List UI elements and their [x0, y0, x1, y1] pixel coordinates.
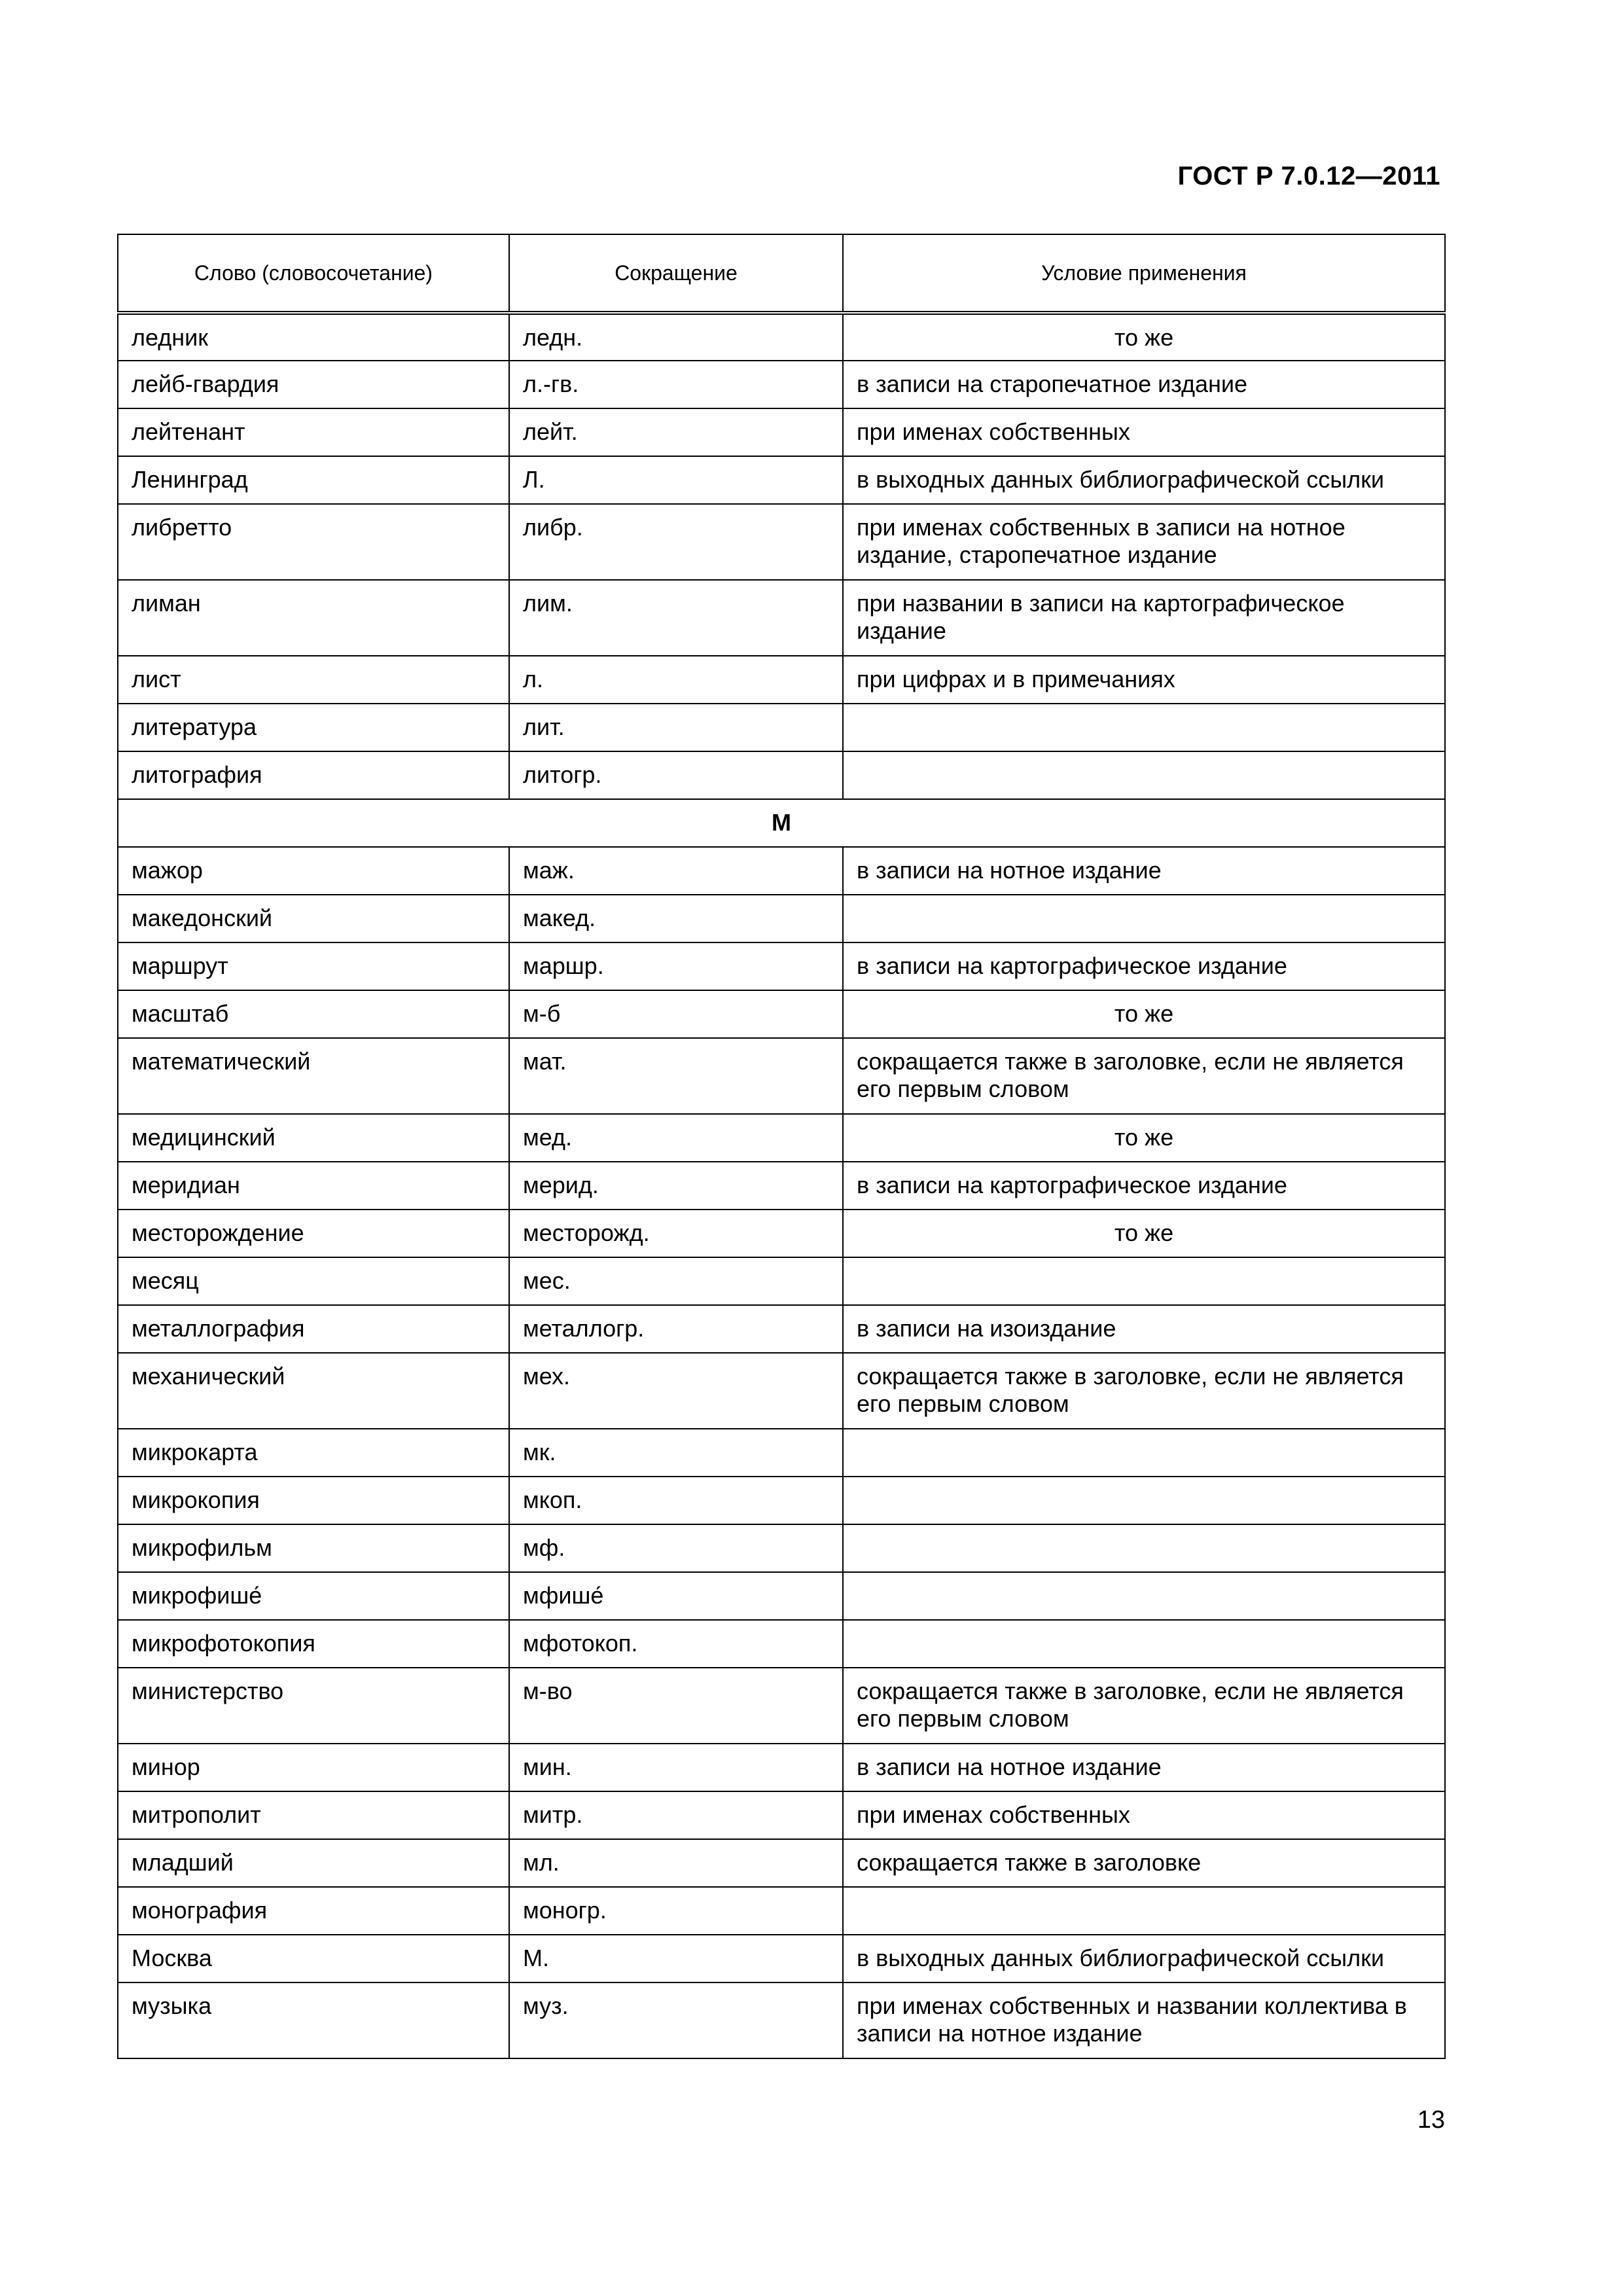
- table-row: [118, 1668, 1445, 1744]
- table-row: [118, 1210, 1445, 1257]
- table-row: [118, 1353, 1445, 1429]
- table-row: [118, 847, 1445, 895]
- table-row: [118, 1935, 1445, 1982]
- table-row: [118, 1744, 1445, 1791]
- word-cell: лиман: [118, 580, 509, 656]
- word-cell: Ленинград: [118, 456, 509, 504]
- table-row: [118, 1839, 1445, 1887]
- condition-cell: в выходных данных библиографической ссылки: [843, 1935, 1445, 1982]
- table-row: [118, 1477, 1445, 1524]
- abbreviation-cell: митр.: [509, 1791, 843, 1839]
- abbreviation-cell: месторожд.: [509, 1210, 843, 1257]
- abbreviation-cell: мех.: [509, 1353, 843, 1429]
- abbreviation-cell: либр.: [509, 504, 843, 580]
- word-cell: митрополит: [118, 1791, 509, 1839]
- column-header-word: Слово (словосочетание): [118, 234, 509, 313]
- abbreviation-cell: мфотокоп.: [509, 1620, 843, 1668]
- word-cell: меридиан: [118, 1162, 509, 1210]
- word-cell: либретто: [118, 504, 509, 580]
- abbreviation-cell: ледн.: [509, 313, 843, 361]
- abbreviation-table: [117, 234, 1446, 2059]
- column-header-condition: Условие применения: [843, 234, 1445, 313]
- word-cell: маршрут: [118, 942, 509, 990]
- condition-cell: то же: [843, 313, 1445, 361]
- condition-cell: [843, 1620, 1445, 1668]
- section-letter: М: [118, 799, 1445, 847]
- table-row: [118, 504, 1445, 580]
- table-row: [118, 1620, 1445, 1668]
- condition-cell: в записи на картографическое издание: [843, 942, 1445, 990]
- table-row: [118, 656, 1445, 704]
- table-header-row: [118, 234, 1445, 313]
- word-cell: лейб-гвардия: [118, 361, 509, 408]
- word-cell: медицинский: [118, 1114, 509, 1162]
- condition-cell: сокращается также в заголовке, если не является его первым словом: [843, 1353, 1445, 1429]
- abbreviation-cell: моногр.: [509, 1887, 843, 1935]
- table-row: [118, 751, 1445, 799]
- condition-cell: то же: [843, 1210, 1445, 1257]
- abbreviation-cell: маж.: [509, 847, 843, 895]
- table-row: [118, 1791, 1445, 1839]
- abbreviation-cell: л.-гв.: [509, 361, 843, 408]
- word-cell: ледник: [118, 313, 509, 361]
- abbreviation-cell: мл.: [509, 1839, 843, 1887]
- word-cell: македонский: [118, 895, 509, 942]
- condition-cell: в записи на изоиздание: [843, 1305, 1445, 1353]
- word-cell: Москва: [118, 1935, 509, 1982]
- table-row: [118, 1982, 1445, 2058]
- condition-cell: [843, 1524, 1445, 1572]
- abbreviation-cell: лим.: [509, 580, 843, 656]
- word-cell: лейтенант: [118, 408, 509, 456]
- abbreviation-cell: литогр.: [509, 751, 843, 799]
- condition-cell: при цифрах и в примечаниях: [843, 656, 1445, 704]
- abbreviation-cell: мк.: [509, 1429, 843, 1477]
- word-cell: микрокарта: [118, 1429, 509, 1477]
- abbreviation-cell: мерид.: [509, 1162, 843, 1210]
- word-cell: младший: [118, 1839, 509, 1887]
- abbreviation-cell: м-во: [509, 1668, 843, 1744]
- condition-cell: сокращается также в заголовке, если не является его первым словом: [843, 1668, 1445, 1744]
- abbreviation-cell: мин.: [509, 1744, 843, 1791]
- condition-cell: при именах собственных и названии коллектива в записи на нотное издание: [843, 1982, 1445, 2058]
- condition-cell: [843, 751, 1445, 799]
- abbreviation-cell: мф.: [509, 1524, 843, 1572]
- abbreviation-cell: лейт.: [509, 408, 843, 456]
- table-row: [118, 1038, 1445, 1114]
- table-row: [118, 580, 1445, 656]
- word-cell: месторождение: [118, 1210, 509, 1257]
- word-cell: микрокопия: [118, 1477, 509, 1524]
- abbreviation-cell: муз.: [509, 1982, 843, 2058]
- condition-cell: в записи на старопечатное издание: [843, 361, 1445, 408]
- condition-cell: то же: [843, 1114, 1445, 1162]
- table-row: [118, 990, 1445, 1038]
- table-row: [118, 1524, 1445, 1572]
- table-row: [118, 704, 1445, 751]
- page-number: 13: [1417, 2106, 1445, 2134]
- abbreviation-cell: л.: [509, 656, 843, 704]
- condition-cell: [843, 895, 1445, 942]
- condition-cell: [843, 1477, 1445, 1524]
- abbreviation-cell: М.: [509, 1935, 843, 1982]
- word-cell: монография: [118, 1887, 509, 1935]
- table-body: [118, 313, 1445, 2058]
- table-row: [118, 361, 1445, 408]
- condition-cell: в записи на нотное издание: [843, 1744, 1445, 1791]
- table-row: [118, 1257, 1445, 1305]
- abbreviation-cell: мкоп.: [509, 1477, 843, 1524]
- word-cell: минор: [118, 1744, 509, 1791]
- document-code: ГОСТ Р 7.0.12—2011: [1177, 162, 1440, 190]
- abbreviation-cell: металлогр.: [509, 1305, 843, 1353]
- word-cell: литература: [118, 704, 509, 751]
- word-cell: микрофотокопия: [118, 1620, 509, 1668]
- condition-cell: [843, 704, 1445, 751]
- table-row: [118, 456, 1445, 504]
- abbreviation-cell: мед.: [509, 1114, 843, 1162]
- condition-cell: сокращается также в заголовке, если не является его первым словом: [843, 1038, 1445, 1114]
- table-row: [118, 895, 1445, 942]
- word-cell: математический: [118, 1038, 509, 1114]
- word-cell: микрофише́: [118, 1572, 509, 1620]
- abbreviation-cell: м-б: [509, 990, 843, 1038]
- table-row: [118, 942, 1445, 990]
- abbreviation-cell: мес.: [509, 1257, 843, 1305]
- column-header-abbreviation: Сокращение: [509, 234, 843, 313]
- word-cell: механический: [118, 1353, 509, 1429]
- table-row: [118, 1887, 1445, 1935]
- abbreviation-cell: Л.: [509, 456, 843, 504]
- word-cell: металлография: [118, 1305, 509, 1353]
- abbreviation-cell: макед.: [509, 895, 843, 942]
- condition-cell: при именах собственных в записи на нотное издание, старопечатное издание: [843, 504, 1445, 580]
- condition-cell: при именах собственных: [843, 1791, 1445, 1839]
- word-cell: мажор: [118, 847, 509, 895]
- letter-section-row: [118, 799, 1445, 847]
- condition-cell: в записи на нотное издание: [843, 847, 1445, 895]
- condition-cell: сокращается также в заголовке: [843, 1839, 1445, 1887]
- condition-cell: при названии в записи на картографическое издание: [843, 580, 1445, 656]
- condition-cell: [843, 1257, 1445, 1305]
- table-row: [118, 1305, 1445, 1353]
- condition-cell: в выходных данных библиографической ссылки: [843, 456, 1445, 504]
- word-cell: микрофильм: [118, 1524, 509, 1572]
- word-cell: масштаб: [118, 990, 509, 1038]
- table-row: [118, 1572, 1445, 1620]
- table-row: [118, 408, 1445, 456]
- word-cell: музыка: [118, 1982, 509, 2058]
- abbreviation-cell: мат.: [509, 1038, 843, 1114]
- abbreviation-cell: маршр.: [509, 942, 843, 990]
- condition-cell: то же: [843, 990, 1445, 1038]
- abbreviation-cell: мфише́: [509, 1572, 843, 1620]
- condition-cell: [843, 1572, 1445, 1620]
- condition-cell: [843, 1887, 1445, 1935]
- word-cell: литография: [118, 751, 509, 799]
- word-cell: месяц: [118, 1257, 509, 1305]
- abbreviation-cell: лит.: [509, 704, 843, 751]
- table-row: [118, 1162, 1445, 1210]
- table-row: [118, 313, 1445, 361]
- condition-cell: при именах собственных: [843, 408, 1445, 456]
- table-row: [118, 1114, 1445, 1162]
- word-cell: министерство: [118, 1668, 509, 1744]
- table-row: [118, 1429, 1445, 1477]
- word-cell: лист: [118, 656, 509, 704]
- condition-cell: [843, 1429, 1445, 1477]
- condition-cell: в записи на картографическое издание: [843, 1162, 1445, 1210]
